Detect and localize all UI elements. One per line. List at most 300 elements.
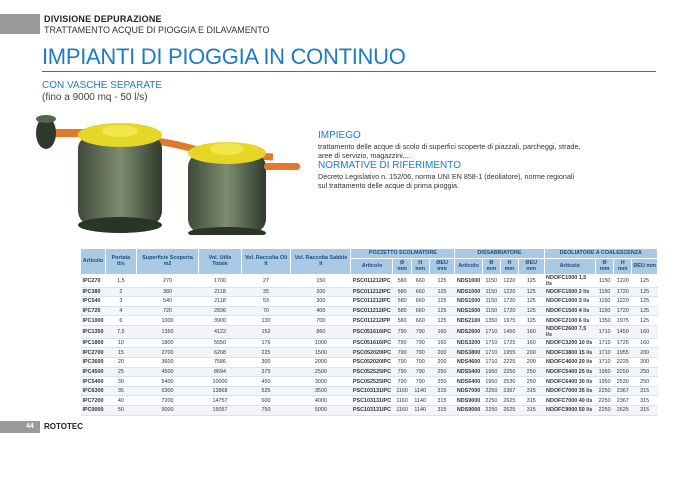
footer-color-bar	[0, 421, 40, 433]
table-cell: NDS3200	[456, 340, 481, 347]
table-cell: 1000	[291, 338, 351, 348]
table-cell: 270	[136, 274, 199, 287]
table-row	[81, 274, 658, 287]
table-cell: 27	[241, 274, 291, 287]
table-cell: 3000	[291, 377, 351, 387]
table-cell: 7200	[136, 396, 199, 406]
impiego-title: IMPIEGO	[318, 130, 361, 141]
division-title: DIVISIONE DEPURAZIONE	[44, 14, 162, 24]
table-cell: NDOFC1000 1,5 l/s	[544, 274, 595, 287]
table-row	[81, 348, 658, 358]
table-cell: 3600	[136, 358, 199, 368]
table-cell: 580	[393, 287, 411, 297]
table-cell: 6	[105, 316, 136, 326]
table-cell: 2500	[291, 367, 351, 377]
table-cell: 1700	[199, 274, 241, 287]
table-cell: 250	[632, 377, 658, 387]
table-cell: 125	[429, 316, 455, 326]
table-cell: 50	[105, 406, 136, 416]
table-cell: PSC103131IPC	[352, 388, 391, 395]
section-subtitle: CON VASCHE SEPARATE	[42, 80, 163, 91]
table-cell: IPC7200	[82, 397, 104, 404]
table-cell: 15	[105, 348, 136, 358]
table-cell: 200	[632, 348, 658, 358]
sub-header: Ø mm	[596, 258, 614, 274]
table-cell: 660	[411, 274, 429, 287]
table-cell: 3	[105, 297, 136, 307]
normative-text	[318, 172, 658, 190]
table-cell: IPC720	[81, 306, 106, 316]
table-cell: NDOFC7000 35 l/s	[544, 386, 595, 396]
table-cell: 7,5	[105, 325, 136, 338]
title-divider	[42, 71, 656, 72]
table-cell: NDOFC7000 40 l/s	[544, 396, 595, 406]
table-cell: 790	[393, 358, 411, 368]
sub-header: ØEU mm	[518, 258, 544, 274]
table-cell: 200	[518, 358, 544, 368]
sub-header: H mm	[614, 258, 632, 274]
table-cell: 450	[241, 377, 291, 387]
table-cell: 250	[632, 367, 658, 377]
table-cell: 200	[518, 348, 544, 358]
table-cell: 1720	[500, 297, 518, 307]
table-cell: 2250	[482, 396, 500, 406]
table-cell: 1160	[393, 386, 411, 396]
table-cell: NDS2600	[455, 325, 482, 338]
table-cell: 53	[241, 297, 291, 307]
table-cell: 4122	[199, 325, 241, 338]
table-row	[81, 287, 658, 297]
table-cell: 8694	[199, 367, 241, 377]
table-cell: 160	[429, 338, 455, 348]
table-cell: 750	[241, 406, 291, 416]
table-cell: IPC380	[81, 287, 106, 297]
table-cell: IPC1800	[82, 340, 104, 347]
table-cell: NDS1000	[456, 288, 481, 295]
table-cell: 2118	[199, 287, 241, 297]
table-cell: 10000	[199, 377, 241, 387]
dissabbiatore-tank	[78, 135, 162, 225]
sub-header: Articolo	[455, 258, 482, 274]
table-cell: 790	[393, 367, 411, 377]
table-cell: 1160	[393, 406, 411, 416]
table-cell: 1710	[596, 348, 614, 358]
table-cell: PSC052525IPC	[352, 378, 391, 385]
division-subtitle: TRATTAMENTO ACQUE DI PIOGGIA E DILAVAMENTO	[44, 25, 270, 35]
table-cell: 1350	[596, 316, 614, 326]
table-cell: NDS9000	[456, 397, 481, 404]
table-cell: 250	[429, 367, 455, 377]
table-cell: 160	[518, 338, 544, 348]
table-cell: IPC1000	[82, 317, 104, 324]
table-cell: 1220	[500, 287, 518, 297]
table-cell: 315	[632, 406, 658, 416]
table-cell: 790	[411, 358, 429, 368]
table-cell: 790	[411, 325, 429, 338]
page-title: IMPIANTI DI PIOGGIA IN CONTINUO	[42, 44, 406, 69]
sub-header: Ø mm	[482, 258, 500, 274]
table-cell: 720	[136, 306, 199, 316]
table-cell: 790	[393, 338, 411, 348]
table-cell: 1150	[596, 274, 614, 287]
table-cell: 790	[411, 377, 429, 387]
table-cell: 4000	[291, 396, 351, 406]
table-row	[81, 377, 658, 387]
table-cell: 1710	[482, 348, 500, 358]
table-cell: 860	[291, 325, 351, 338]
table-cell: 15057	[199, 406, 241, 416]
table-cell: IPC5400	[82, 378, 104, 385]
table-cell: 160	[429, 325, 455, 338]
table-cell: 375	[241, 367, 291, 377]
table-cell: 315	[518, 396, 544, 406]
table-cell: 25	[105, 367, 136, 377]
col-header: Vol. Utile Totale	[199, 249, 241, 275]
table-cell: 200	[291, 287, 351, 297]
table-cell: NDOFC2600 7,5 l/s	[544, 325, 595, 338]
table-cell: PSC052020IPC	[352, 359, 391, 366]
table-cell: 660	[411, 287, 429, 297]
sub-header: ØEU mm	[632, 258, 658, 274]
table-row	[81, 367, 658, 377]
table-cell: 1975	[614, 316, 632, 326]
table-cell: 2	[105, 287, 136, 297]
table-cell: 1140	[411, 406, 429, 416]
table-cell: 2625	[500, 406, 518, 416]
table-cell: 1,5	[105, 274, 136, 287]
table-cell: 2367	[614, 396, 632, 406]
col-header: Articolo	[81, 249, 106, 275]
sub-header: H mm	[500, 258, 518, 274]
table-cell: 1350	[482, 316, 500, 326]
table-cell: 125	[632, 306, 658, 316]
table-cell: 1150	[482, 297, 500, 307]
table-cell: 315	[518, 386, 544, 396]
table-cell: 1955	[614, 348, 632, 358]
table-cell: 2367	[614, 386, 632, 396]
table-cell: 2625	[614, 406, 632, 416]
table-cell: NDS4600	[456, 359, 481, 366]
table-cell: PSC011212IPP	[351, 316, 393, 326]
table-cell: 5400	[136, 377, 199, 387]
sub-header: Articolo	[544, 258, 595, 274]
table-cell: PSC011212IPC	[351, 297, 393, 307]
table-cell: 2250	[500, 367, 518, 377]
table-cell: 130	[241, 316, 291, 326]
table-cell: IPC270	[81, 274, 106, 287]
impiego-line: trattamento delle acque di scolo di superfici scoperte di piazzali, parcheggi, strade,	[318, 142, 581, 151]
sub-header: Ø mm	[393, 258, 411, 274]
table-cell: IPC3600	[82, 359, 104, 366]
table-cell: 2250	[482, 406, 500, 416]
table-cell: 4500	[136, 367, 199, 377]
sub-header: Articolo	[351, 258, 393, 274]
table-cell: 125	[429, 297, 455, 307]
table-cell: 225	[241, 348, 291, 358]
table-row	[81, 306, 658, 316]
table-row	[81, 386, 658, 396]
table-cell: 2836	[199, 306, 241, 316]
table-cell: 3900	[199, 316, 241, 326]
table-cell: 790	[393, 377, 411, 387]
table-cell: NDS2100	[456, 317, 481, 324]
table-cell: 1975	[500, 316, 518, 326]
table-cell: 1950	[596, 377, 614, 387]
table-cell: PSC052020IPC	[352, 349, 391, 356]
table-cell: NDOFC2100 6 l/s	[544, 316, 595, 326]
table-cell: IPC9000	[82, 407, 104, 414]
normative-line: sul trattamento delle acque di prima pioggia.	[318, 181, 460, 190]
group-header-deoliatore: DEOLIATORE A COALESCENZA	[544, 249, 657, 259]
table-cell: 6300	[136, 386, 199, 396]
table-cell: 125	[518, 316, 544, 326]
table-cell: 2225	[500, 358, 518, 368]
table-cell: 1710	[596, 338, 614, 348]
table-cell: 1720	[500, 306, 518, 316]
table-cell: 1150	[482, 274, 500, 287]
table-cell: 125	[518, 306, 544, 316]
table-cell: 150	[291, 274, 351, 287]
col-header: Superficie Scoperta m2	[136, 249, 199, 275]
table-cell: 1450	[500, 325, 518, 338]
table-cell: NDOFC3200 10 l/s	[544, 338, 595, 348]
deoliatore-tank	[188, 153, 266, 233]
table-cell: 315	[429, 406, 455, 416]
table-cell: 1140	[411, 396, 429, 406]
table-cell: 125	[632, 287, 658, 297]
table-cell: 2367	[500, 386, 518, 396]
table-cell: 300	[291, 297, 351, 307]
table-cell: 1150	[596, 306, 614, 316]
table-cell: PSC011212IPC	[351, 274, 393, 287]
table-cell: NDOFC4600 20 l/s	[544, 358, 595, 368]
table-row	[81, 297, 658, 307]
table-cell: 315	[429, 396, 455, 406]
table-cell: 200	[632, 358, 658, 368]
table-row	[81, 316, 658, 326]
table-cell: 14757	[199, 396, 241, 406]
col-header: Vol. Raccolta Sabbie lt	[291, 249, 351, 275]
table-cell: 2530	[614, 377, 632, 387]
table-cell: 660	[411, 306, 429, 316]
table-cell: 2700	[136, 348, 199, 358]
table-body	[81, 274, 658, 415]
table-cell: 5000	[291, 406, 351, 416]
table-cell: 2000	[291, 358, 351, 368]
table-cell: 1710	[482, 325, 500, 338]
table-cell: 1725	[614, 338, 632, 348]
sub-header: ØEU mm	[429, 258, 455, 274]
table-cell: 525	[241, 386, 291, 396]
normative-title: NORMATIVE DI RIFERIMENTO	[318, 160, 461, 171]
header-color-bar	[0, 14, 40, 34]
table-cell: 315	[518, 406, 544, 416]
table-cell: 790	[411, 367, 429, 377]
table-cell: 30	[105, 377, 136, 387]
table-cell: 1150	[482, 306, 500, 316]
table-cell: 1220	[614, 274, 632, 287]
table-cell: 1720	[614, 306, 632, 316]
table-cell: NDOFC3800 15 l/s	[544, 348, 595, 358]
table-cell: 315	[632, 386, 658, 396]
table-row	[81, 406, 658, 416]
table-cell: 1950	[482, 377, 500, 387]
table-cell: 250	[518, 367, 544, 377]
brand-name: ROTOTEC	[44, 422, 83, 431]
table-cell: 125	[632, 297, 658, 307]
table-cell: 300	[241, 358, 291, 368]
table-cell: 2250	[596, 386, 614, 396]
table-cell: IPC540	[81, 297, 106, 307]
impiego-text	[318, 142, 658, 160]
table-cell: 160	[632, 338, 658, 348]
table-cell: 70	[241, 306, 291, 316]
table-cell: NDS9000	[456, 407, 481, 414]
table-cell: PSC011212IPC	[351, 306, 393, 316]
table-cell: NDOFC5400 25 l/s	[544, 367, 595, 377]
table-cell: 1140	[411, 386, 429, 396]
table-cell: 1950	[482, 367, 500, 377]
table-cell: 176	[241, 338, 291, 348]
sub-header: H mm	[411, 258, 429, 274]
table-row	[81, 338, 658, 348]
group-header-scolmatore: POZZETTO SCOLMATORE	[351, 249, 455, 259]
table-cell: 160	[632, 325, 658, 338]
table-cell: 9000	[136, 406, 199, 416]
table-cell: 125	[632, 274, 658, 287]
table-cell: 1710	[596, 358, 614, 368]
table-cell: 1950	[596, 367, 614, 377]
table-cell: NDOFC9000 50 l/s	[544, 406, 595, 416]
table-cell: 1220	[500, 274, 518, 287]
table-cell: 580	[393, 297, 411, 307]
table-cell: 5550	[199, 338, 241, 348]
table-cell: 10	[105, 338, 136, 348]
table-row	[81, 358, 658, 368]
table-cell: 125	[429, 306, 455, 316]
table-cell: 2250	[482, 386, 500, 396]
table-cell: 1955	[500, 348, 518, 358]
table-cell: 125	[518, 274, 544, 287]
table-cell: 380	[136, 287, 199, 297]
table-cell: 200	[429, 358, 455, 368]
table-cell: 2250	[614, 367, 632, 377]
table-row	[81, 325, 658, 338]
table-cell: 250	[429, 377, 455, 387]
table-cell: PSC103131IPC	[352, 397, 391, 404]
table-cell: PSC103131IPC	[352, 407, 391, 414]
table-cell: 600	[241, 396, 291, 406]
table-cell: 400	[291, 306, 351, 316]
table-cell: 160	[518, 325, 544, 338]
table-cell: 1150	[482, 287, 500, 297]
col-header: Portata lt/s	[105, 249, 136, 275]
table-cell: PSC011212IPC	[351, 287, 393, 297]
table-cell: 35	[241, 287, 291, 297]
table-cell: NDOFC1500 2 l/s	[544, 287, 595, 297]
table-cell: NDS5400	[456, 368, 481, 375]
table-cell: 1450	[614, 325, 632, 338]
table-cell: 1500	[291, 348, 351, 358]
table-cell: 2118	[199, 297, 241, 307]
table-cell: 1725	[500, 338, 518, 348]
table-cell: 700	[291, 316, 351, 326]
table-cell: 580	[393, 316, 411, 326]
table-cell: 125	[518, 287, 544, 297]
table-cell: 125	[429, 287, 455, 297]
table-cell: NDOFC1500 4 l/s	[544, 306, 595, 316]
normative-line: Decreto Legislativo n. 152/06, norma UNI EN 858-1 (deoliatore), norme regionali	[318, 172, 575, 181]
table-cell: 1000	[136, 316, 199, 326]
table-cell: 40	[105, 396, 136, 406]
specification-table	[80, 248, 658, 416]
table-cell: 7586	[199, 358, 241, 368]
table-cell: 125	[518, 297, 544, 307]
table-cell: 20	[105, 358, 136, 368]
table-cell: 790	[393, 348, 411, 358]
table-cell: 1720	[614, 287, 632, 297]
table-cell: 125	[429, 274, 455, 287]
table-cell: 790	[411, 348, 429, 358]
table-cell: NDS7000	[456, 388, 481, 395]
table-cell: 125	[632, 316, 658, 326]
table-cell: NDS1000	[455, 274, 482, 287]
table-cell: PSC051616IPC	[352, 340, 391, 347]
table-cell: 2250	[596, 396, 614, 406]
table-cell: 1150	[596, 297, 614, 307]
table-cell: 1160	[393, 396, 411, 406]
plant-illustration	[28, 105, 308, 235]
table-cell: NDS3800	[456, 349, 481, 356]
table-cell: 540	[136, 297, 199, 307]
table-cell: 315	[429, 386, 455, 396]
impiego-line: aree di servizio, magazzini,...	[318, 151, 411, 160]
table-cell: 1710	[482, 338, 500, 348]
group-header-dissabbiatore: DISSABBIATORE	[455, 249, 544, 259]
table-cell: 6208	[199, 348, 241, 358]
table-cell: IPC2700	[82, 349, 104, 356]
table-cell: 315	[632, 396, 658, 406]
table-cell: 250	[518, 377, 544, 387]
table-cell: 1350	[136, 325, 199, 338]
page-number: 44	[26, 423, 34, 430]
table-cell: 13868	[199, 386, 241, 396]
table-cell: IPC6300	[82, 388, 104, 395]
table-cell: 660	[411, 316, 429, 326]
table-cell: 200	[429, 348, 455, 358]
table-cell: 1710	[596, 325, 614, 338]
table-cell: 1220	[614, 297, 632, 307]
table-cell: NDS6400	[456, 378, 481, 385]
table-cell: 3500	[291, 386, 351, 396]
table-cell: NDOFC1000 3 l/s	[544, 297, 595, 307]
table-cell: IPC4500	[82, 368, 104, 375]
table-cell: 1800	[136, 338, 199, 348]
table-cell: PSC051616IPC	[351, 325, 393, 338]
table-cell: 2530	[500, 377, 518, 387]
table-cell: 1150	[596, 287, 614, 297]
table-cell: 660	[411, 297, 429, 307]
table-cell: 1710	[482, 358, 500, 368]
table-cell: 152	[241, 325, 291, 338]
table-row	[81, 396, 658, 406]
table-cell: 2625	[500, 396, 518, 406]
table-cell: 4	[105, 306, 136, 316]
table-cell: IPC1350	[81, 325, 106, 338]
col-header: Vol. Raccolta Oli lt	[241, 249, 291, 275]
outlet-pipe	[264, 163, 300, 170]
table-cell: 580	[393, 306, 411, 316]
